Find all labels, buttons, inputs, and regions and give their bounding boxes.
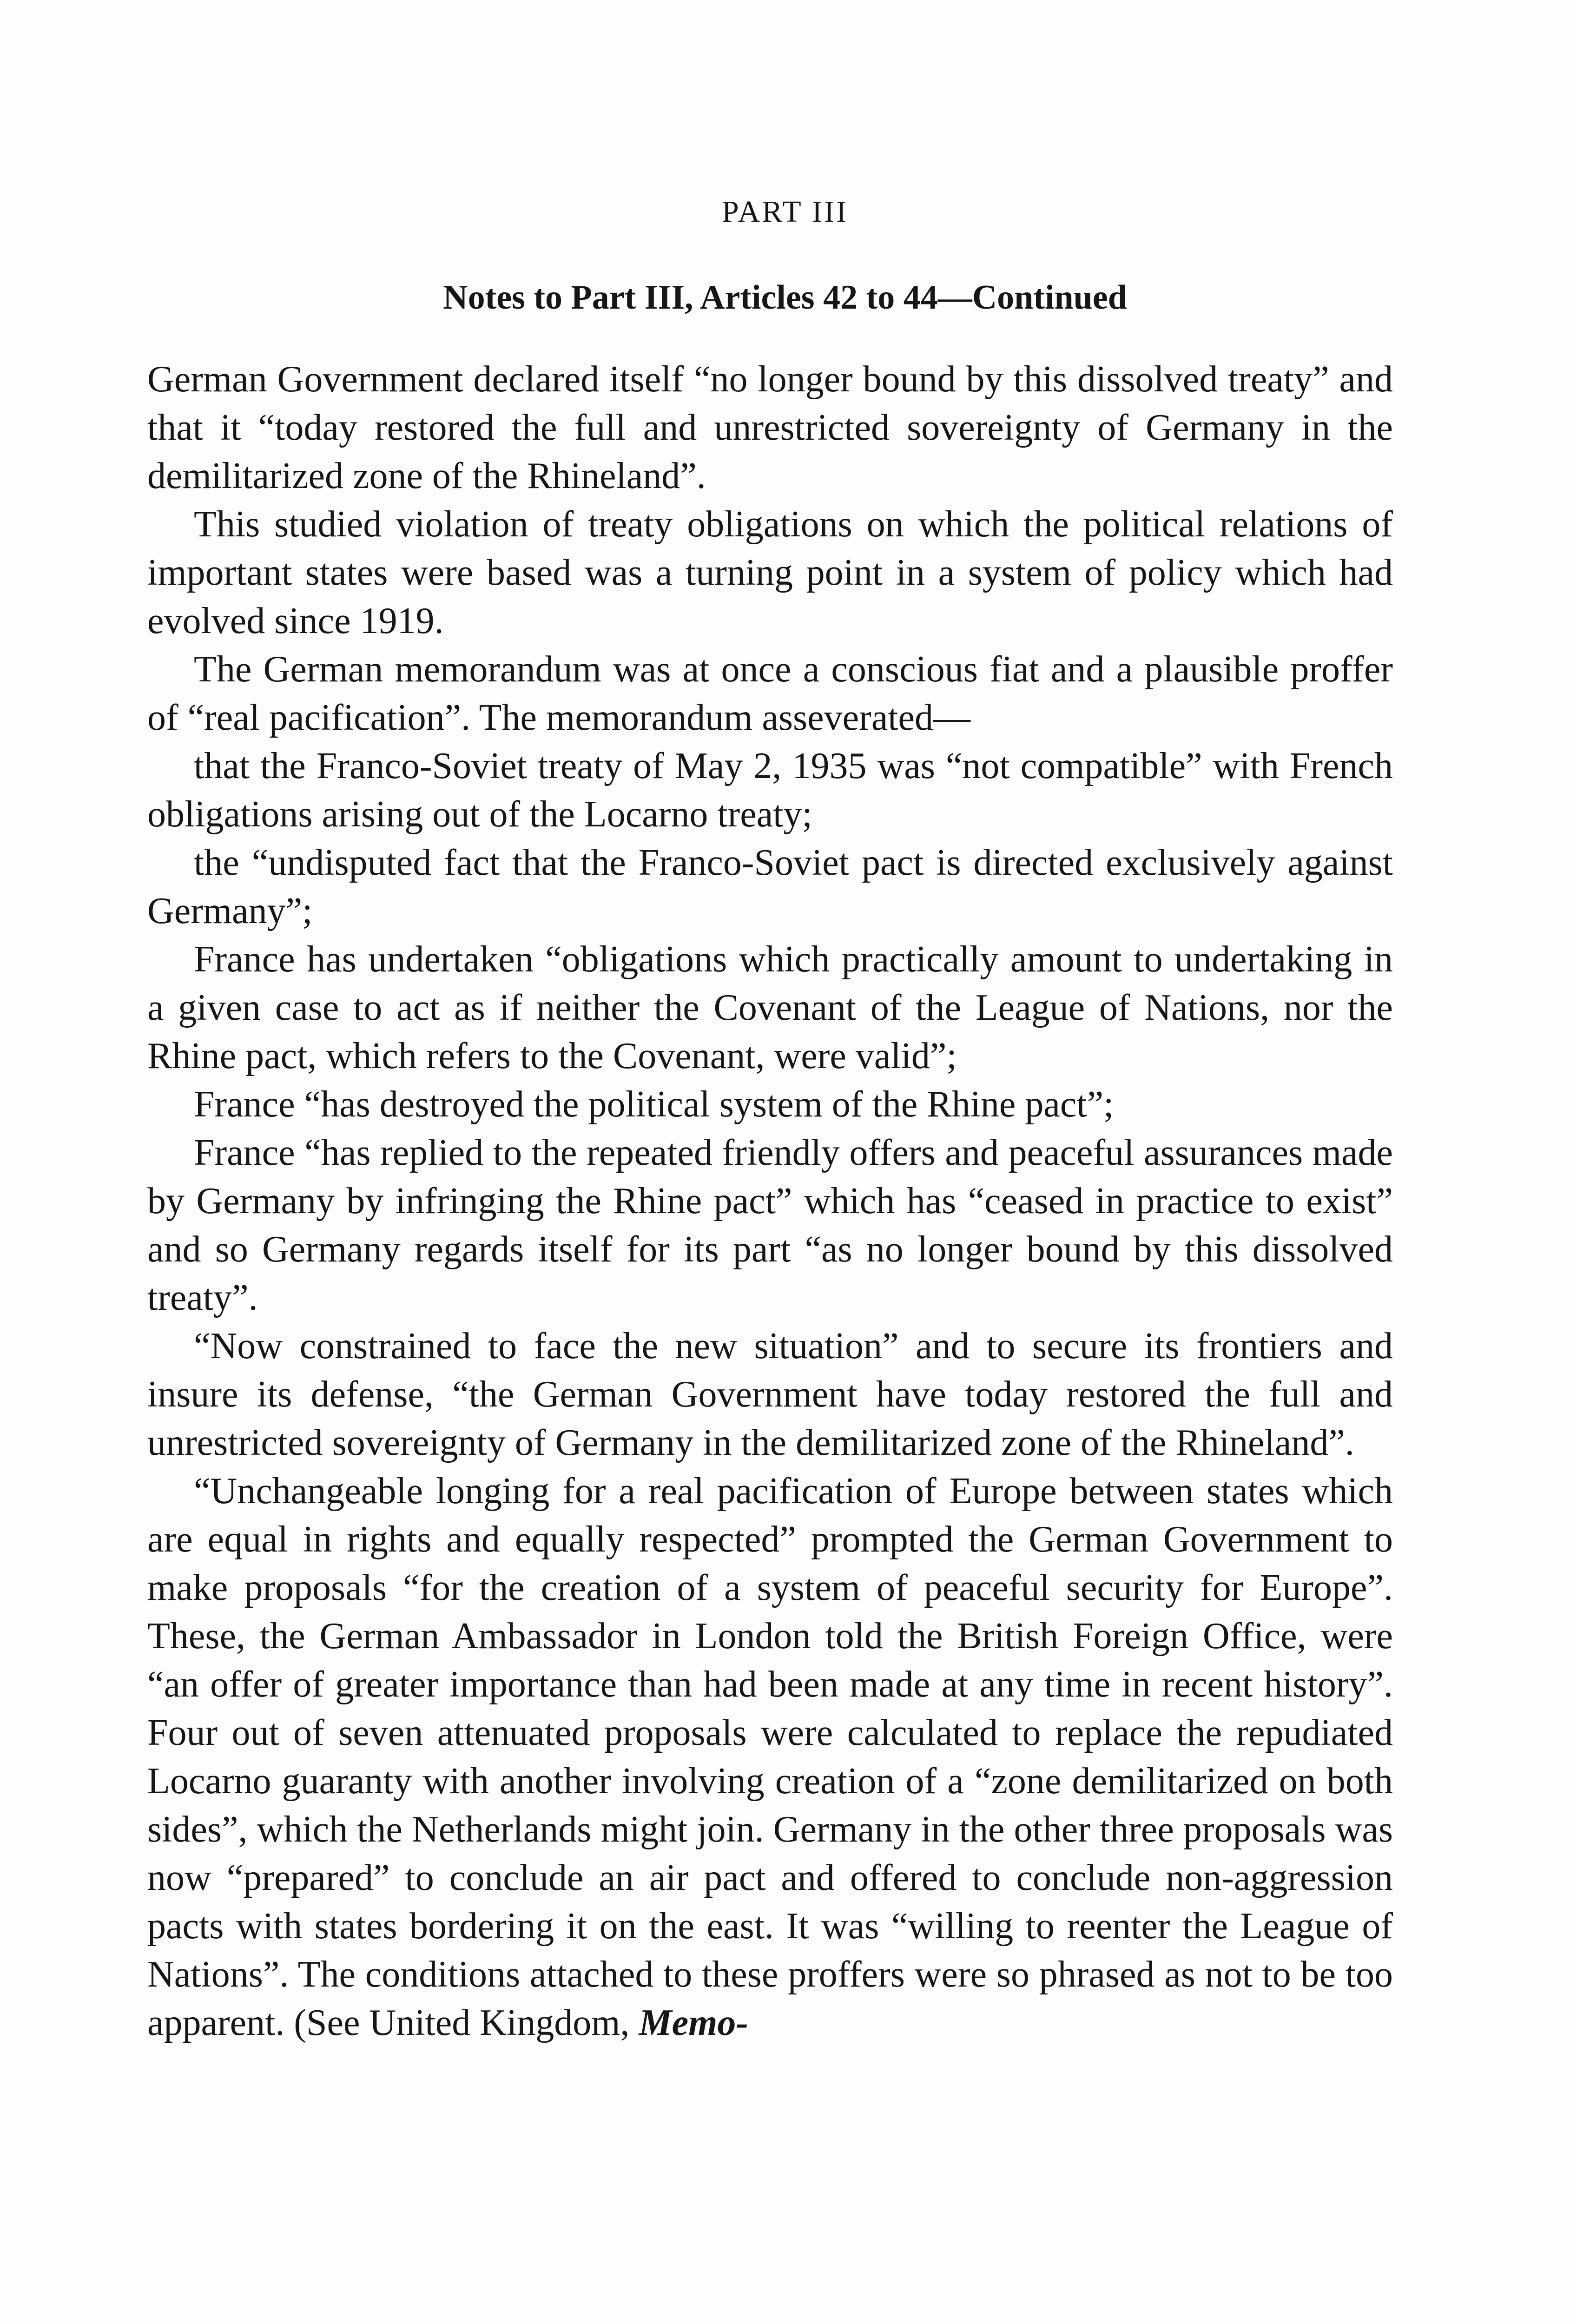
paragraph-undisputed-fact: the “undisputed fact that the Franco-Soviet pact is directed exclusively against Germany”; <box>147 842 1393 931</box>
paragraph-rhine-pact-destroyed: France “has destroyed the political system of the Rhine pact”; <box>194 1084 1114 1125</box>
italic-reference: Memo- <box>639 2002 749 2043</box>
paragraph-continuation: German Government declared itself “no longer bound by this dissolved treaty” and that it “today restored the full and unrestricted sovereignty of Germany in the demilitarized zone of the Rhineland”. <box>147 359 1393 496</box>
paragraph-unchangeable-longing <box>147 1467 1393 2047</box>
body-text <box>147 355 1393 2047</box>
section-heading: Notes to Part III, Articles 42 to 44—Continued <box>443 278 1127 317</box>
paragraph-memorandum: The German memorandum was at once a conscious fiat and a plausible proffer of “real pacification”. The memorandum asseverated— <box>147 649 1393 738</box>
paragraph-france-replied: France “has replied to the repeated friendly offers and peaceful assurances made by Germany by infringing the Rhine pact” which has “ceased in practice to exist” and so Germany regards itself for its part “as no longer bound by this dissolved treaty”. <box>147 1132 1393 1318</box>
paragraph-text: “Unchangeable longing for a real pacification of Europe between states which are equal in rights and equally respected” prompted the German Government to make proposals “for the creation of a system of peaceful security for Europe”. These, the German Ambassador in London told the British Foreign Office, were “an offer of greater importance than had been made at any time in recent history”. Four out of seven attenuated proposals were calculated to replace the repudiated Locarno guaranty with another involving creation of a “zone demilitarized on both sides”, which the Netherlands might join. Germany in the other three proposals was now “prepared” to conclude an air pact and offered to conclude non-aggression pacts with states bordering it on the east. It was “willing to reenter the League of Nations”. The conditions attached to these proffers were so phrased as not to be too apparent. (See United Kingdom, <box>147 1471 1393 2043</box>
paragraph-franco-soviet-treaty: that the Franco-Soviet treaty of May 2, 1935 was “not compatible” with French obligations arising out of the Locarno treaty; <box>147 746 1393 835</box>
paragraph-violation: This studied violation of treaty obligations on which the political relations of important states were based was a turning point in a system of policy which had evolved since 1919. <box>147 504 1393 641</box>
running-head: PART III <box>722 195 848 229</box>
paragraph-now-constrained: “Now constrained to face the new situation” and to secure its frontiers and insure its defense, “the German Government have today restored the full and unrestricted sovereignty of Germany in the demilitarized zone of the Rhineland”. <box>147 1326 1393 1463</box>
paragraph-france-obligations: France has undertaken “obligations which practically amount to undertaking in a given case to act as if neither the Covenant of the League of Nations, nor the Rhine pact, which refers to the Covenant, were valid”; <box>147 939 1393 1076</box>
